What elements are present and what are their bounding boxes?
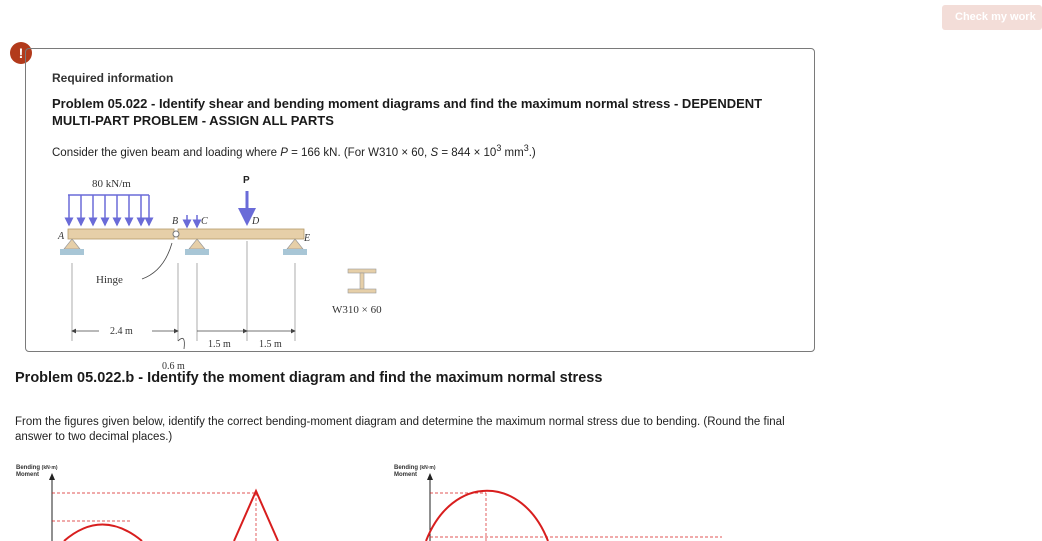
problem-title: Problem 05.022 - Identify shear and bending moment diagrams and find the maximum normal stress - DEPENDENT MULTI-PART PROBLEM - ASSIGN ALL PARTS <box>52 96 763 128</box>
section-label: W310 × 60 <box>332 304 382 316</box>
bending-moment-diagram-2[interactable] <box>392 460 732 541</box>
given-p-value: = 166 kN. (For W310 × 60, <box>287 146 431 159</box>
y-axis-arrow-icon <box>427 473 433 480</box>
point-e-label: E <box>304 233 311 244</box>
given-suffix: .) <box>528 146 536 159</box>
axis-title-word: Bending <box>394 465 418 471</box>
wide-flange-section-icon <box>348 269 376 293</box>
point-c-label: C <box>201 216 208 227</box>
given-s-exponent: 3 <box>496 143 502 153</box>
axis-title-line2: Moment <box>16 472 39 478</box>
axis-title-line1 <box>16 465 58 471</box>
given-unit-exponent: 3 <box>523 143 529 153</box>
part-b-instructions: From the figures given below, identify the correct bending-moment diagram and determine the maximum normal stress due to bending. (Round the final answer to two decimal places.) <box>15 416 785 443</box>
given-p-var: P <box>280 146 288 159</box>
required-information-heading: Required information <box>52 71 174 85</box>
dim-ab-label: 2.4 m <box>110 326 133 337</box>
axis-title-line2: Moment <box>394 472 417 478</box>
given-statement <box>52 143 536 159</box>
distributed-load-label: 80 kN/m <box>92 178 131 190</box>
axis-title-word: Bending <box>16 465 40 471</box>
moment-curve-1 <box>64 525 142 541</box>
axis-unit: (kN·m) <box>419 465 436 471</box>
point-load-label: P <box>243 175 250 186</box>
beam-loading-figure <box>54 171 384 381</box>
distributed-load-arrows <box>69 195 149 225</box>
y-axis-arrow-icon <box>49 473 55 480</box>
beam-segment-ab <box>68 229 174 239</box>
hinge-leader <box>142 243 172 279</box>
dim-bc-label: 0.6 m <box>162 361 185 372</box>
beam-segment-be <box>178 229 304 239</box>
point-b-label: B <box>172 216 179 227</box>
part-b-title: Problem 05.022.b - Identify the moment diagram and find the maximum normal stress <box>15 370 603 386</box>
check-my-work-button[interactable]: Check my work <box>942 5 1042 30</box>
required-information-panel <box>25 48 815 372</box>
given-unit: mm <box>501 146 524 159</box>
given-s-value: = 844 × 10 <box>438 146 497 159</box>
point-a-label: A <box>58 231 65 242</box>
moment-curve-2 <box>426 491 548 541</box>
given-prefix: Consider the given beam and loading where <box>52 146 281 159</box>
point-d-label: D <box>252 216 260 227</box>
hinge-pin <box>173 231 179 237</box>
axis-title-line1 <box>394 465 436 471</box>
support-c <box>185 239 209 255</box>
dim-bc-leader <box>178 338 184 349</box>
hinge-label: Hinge <box>96 274 123 286</box>
dim-cd-label: 1.5 m <box>208 339 231 350</box>
given-s-var: S <box>430 146 439 159</box>
alert-icon: ! <box>10 42 32 64</box>
bending-moment-diagram-1[interactable] <box>12 460 312 541</box>
axis-unit: (kN·m) <box>41 465 58 471</box>
dim-de-label: 1.5 m <box>259 339 282 350</box>
